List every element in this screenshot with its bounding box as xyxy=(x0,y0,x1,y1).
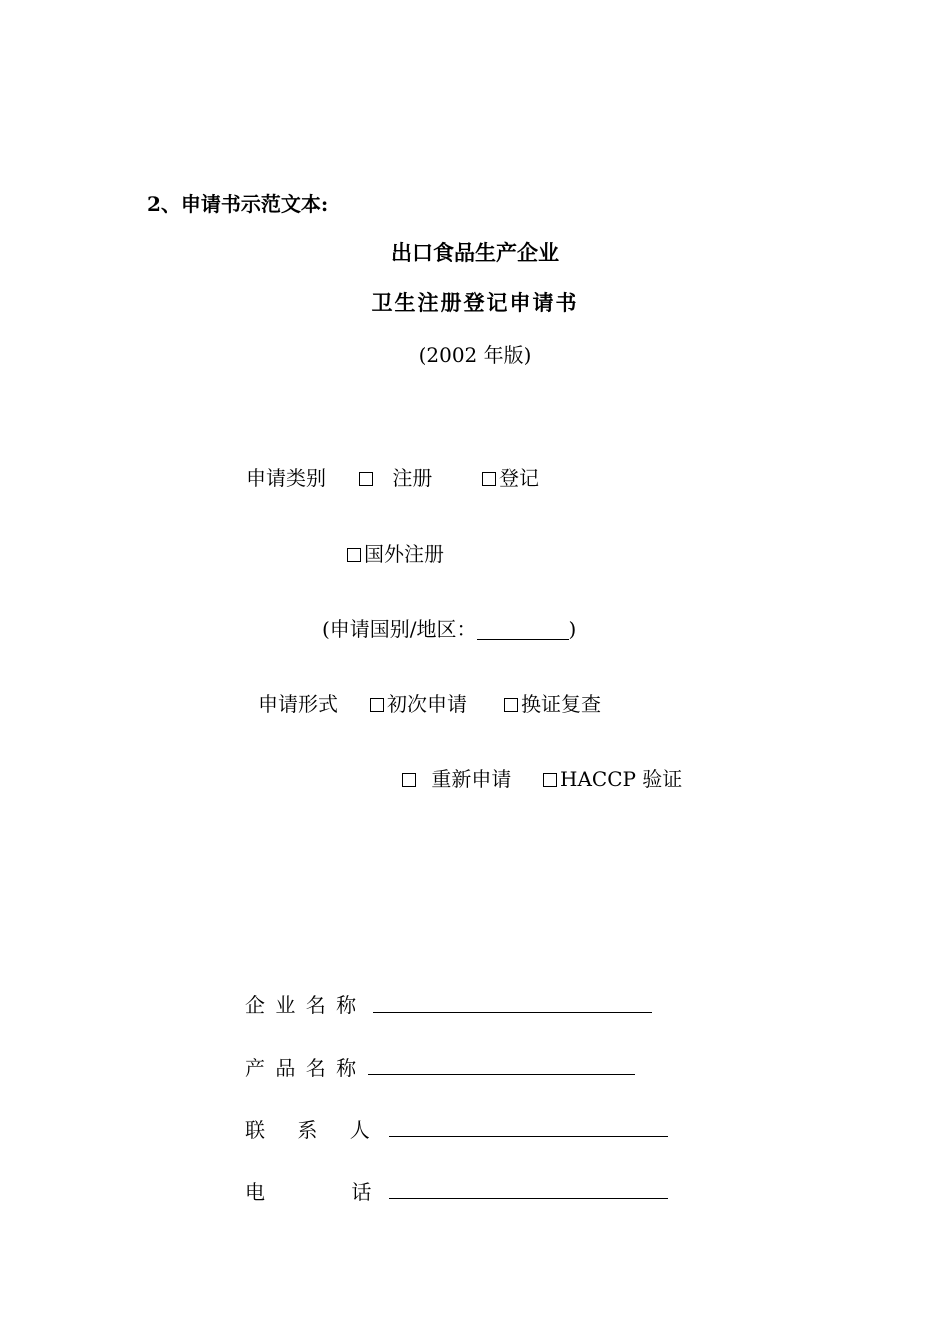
option-registration-label: 注册 xyxy=(392,466,433,490)
country-region-blank[interactable] xyxy=(477,621,569,640)
option-record[interactable] xyxy=(482,462,539,491)
option-haccp-label: HACCP 验证 xyxy=(560,767,683,791)
product-name-label: 产 品 名 称 xyxy=(245,1056,359,1080)
product-name-line[interactable] xyxy=(368,1074,635,1075)
enterprise-name-line[interactable] xyxy=(373,1012,652,1013)
enterprise-name-label: 企 业 名 称 xyxy=(245,993,359,1017)
document-title-line1: 出口食品生产企业 xyxy=(391,240,559,265)
option-renewal-label: 换证复查 xyxy=(521,692,601,716)
option-initial[interactable] xyxy=(370,688,467,717)
option-initial-label: 初次申请 xyxy=(387,692,467,716)
checkbox-icon[interactable] xyxy=(359,472,373,486)
checkbox-icon[interactable] xyxy=(543,773,557,787)
country-region-line xyxy=(322,613,576,642)
document-title-line2: 卫生注册登记申请书 xyxy=(371,290,579,315)
option-foreign-registration[interactable] xyxy=(347,538,444,567)
checkbox-icon[interactable] xyxy=(347,548,361,562)
option-record-label: 登记 xyxy=(499,466,539,490)
phone-line[interactable] xyxy=(389,1198,668,1199)
country-region-suffix: ) xyxy=(568,617,577,641)
option-reapply[interactable] xyxy=(402,763,511,792)
option-registration[interactable] xyxy=(359,462,432,491)
checkbox-icon[interactable] xyxy=(370,698,384,712)
phone-label: 电 话 xyxy=(245,1180,372,1204)
option-reapply-label: 重新申请 xyxy=(431,767,512,791)
checkbox-icon[interactable] xyxy=(504,698,518,712)
application-category-label: 申请类别 xyxy=(246,466,326,490)
option-haccp[interactable] xyxy=(543,763,682,792)
edition-label: (2002 年版) xyxy=(418,343,532,367)
application-form-label: 申请形式 xyxy=(258,692,338,716)
contact-label: 联 系 人 xyxy=(245,1118,370,1142)
checkbox-icon[interactable] xyxy=(482,472,496,486)
option-renewal[interactable] xyxy=(504,688,601,717)
country-region-prefix: (申请国别/地区： xyxy=(322,617,477,641)
option-foreign-registration-label: 国外注册 xyxy=(364,542,444,566)
contact-line[interactable] xyxy=(389,1136,668,1137)
section-heading: 2、申请书示范文本: xyxy=(147,192,329,216)
checkbox-icon[interactable] xyxy=(402,773,416,787)
